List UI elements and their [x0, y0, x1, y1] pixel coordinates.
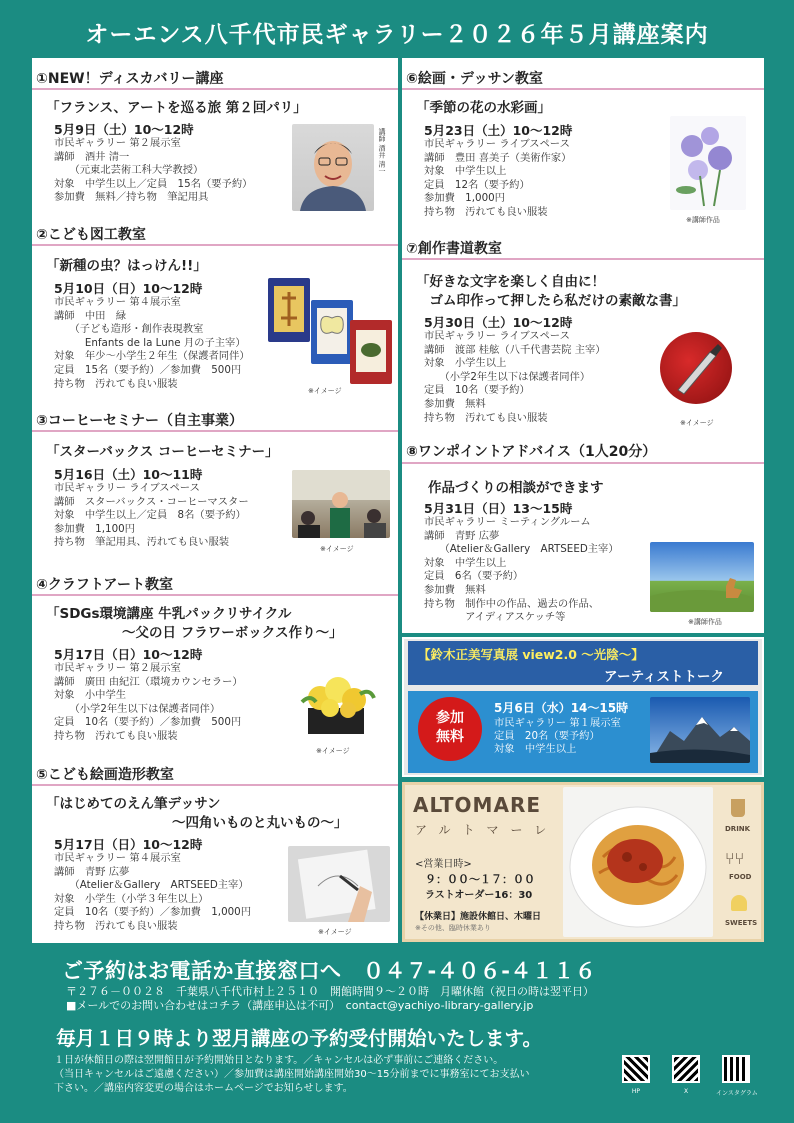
course-5-heading: ⑤こども絵画造形教室: [36, 767, 174, 783]
qr-label-instagram: インスタグラム: [716, 1090, 758, 1097]
mountain-photo: [650, 697, 750, 763]
cafe-name: ALTOMARE: [413, 793, 541, 817]
course-4-title-line1: 「SDGs環境講座 牛乳パックリサイクル: [46, 606, 292, 622]
drink-icon: [731, 799, 745, 817]
photo-exhibition-box: [402, 637, 764, 777]
lecturer-photo: [292, 124, 374, 211]
divider: [402, 462, 764, 464]
divider: [32, 784, 398, 786]
insect-card-image: [268, 278, 310, 342]
course-6-title: 「季節の花の水彩画」: [416, 100, 551, 116]
course-3: [32, 404, 398, 570]
course-8-heading: ⑧ワンポイントアドバイス（1人20分）: [406, 444, 657, 460]
image-caption: ※講師作品: [688, 618, 722, 626]
food-icon: ⑂⑂: [725, 849, 745, 868]
course-5: [32, 760, 398, 943]
course-7-title-line2: ゴム印作って押したら私だけの素敵な書」: [416, 293, 686, 309]
divider: [402, 88, 764, 90]
qr-label-x: X: [683, 1088, 689, 1095]
pencil-drawing-photo: [288, 846, 390, 922]
course-7-heading: ⑦創作書道教室: [406, 241, 502, 257]
beetle-card-image: [350, 320, 392, 384]
course-6-details: 市民ギャラリー ライブスペース 講師 豊田 喜美子（美術作家） 対象 中学生以上 定員 12名（要予約） 参加費 1,000円 持ち物 汚れても良い服装: [424, 138, 572, 218]
qr-label-hp: HP: [631, 1088, 641, 1095]
cafe-hours-label: <営業日時>: [415, 859, 472, 870]
course-1: [32, 58, 398, 220]
course-4-date: 5月17日（日）10～12時: [54, 647, 203, 662]
course-4-heading: ④クラフトアート教室: [36, 577, 174, 593]
cafe-hours: ９：００～１７：００: [425, 873, 535, 886]
right-panel: [402, 58, 764, 633]
page-title: オーエンス八千代市民ギャラリー２０２６年５月講座案内: [85, 22, 709, 48]
flower-box-photo: [290, 658, 382, 738]
course-4-details: 市民ギャラリー 第２展示室 講師 廣田 由紀江（環境カウンセラー） 対象 小中学生 （小学2年生以下は保護者同伴） 定員 10名（要予約）／参加費 500円 持ち物 汚れても良い服装: [54, 662, 243, 742]
landscape-painting-image: [650, 542, 754, 612]
course-5-title-line1: 「はじめてのえん筆デッサン: [46, 796, 221, 812]
course-2-date: 5月10日（日）10～12時: [54, 281, 203, 296]
exhibition-date: 5月6日（水）14～15時: [494, 701, 629, 715]
course-5-details: 市民ギャラリー 第４展示室 講師 青野 広夢 （Atelier＆Gallery ARTSEED主宰） 対象 小学生（小学３年生以上） 定員 10名（要予約）／参加費 1,000円 持ち物 汚れても良い服装: [54, 852, 252, 932]
sweets-label: SWEETS: [725, 919, 758, 927]
sweets-icon: [731, 895, 747, 911]
course-1-date: 5月9日（土）10～12時: [54, 122, 194, 137]
divider: [402, 258, 764, 260]
watercolor-flowers-image: [670, 116, 746, 210]
course-8: [402, 434, 764, 633]
coffee-seminar-photo: [292, 470, 390, 538]
course-5-date: 5月17日（日）10～12時: [54, 837, 203, 852]
cafe-ad: [402, 782, 764, 942]
course-3-title: 「スターバックス コーヒーセミナー」: [46, 444, 279, 460]
qr-code-instagram[interactable]: [722, 1055, 750, 1083]
course-6-date: 5月23日（土）10～12時: [424, 123, 573, 138]
image-caption: ※イメージ: [680, 419, 714, 427]
image-caption: ※講師作品: [686, 216, 720, 224]
course-3-date: 5月16日（土）10～11時: [54, 467, 203, 482]
divider: [32, 88, 398, 90]
cafe-kana: アルトマーレ: [415, 823, 559, 837]
lecturer-caption: 講師 酒井 清一: [378, 128, 386, 175]
contact-mail[interactable]: ■メールでのお問い合わせはコチラ（講座申込は不可） contact@yachiyo-library-gallery.jp: [66, 999, 534, 1012]
course-4: [32, 570, 398, 760]
qr-code-x[interactable]: [672, 1055, 700, 1083]
course-8-date: 5月31日（日）13～15時: [424, 501, 573, 516]
cafe-closed: 【休業日】施設休館日、木曜日: [415, 912, 542, 922]
divider: [32, 594, 398, 596]
image-caption: ※イメージ: [316, 747, 350, 755]
course-4-title-line2: ～父の日 フラワーボックス作り～」: [122, 625, 343, 641]
course-7-date: 5月30日（土）10～12時: [424, 315, 573, 330]
course-2: [32, 220, 398, 404]
qr-code-hp[interactable]: [622, 1055, 650, 1083]
food-label: FOOD: [729, 873, 752, 881]
cafe-last-order: ラストオーダー16：30: [425, 890, 533, 901]
reservation-phone: ご予約はお電話か直接窓口へ ０４７-４０６-４１１６: [62, 959, 597, 983]
image-caption: ※イメージ: [320, 545, 354, 553]
address-and-mail: [66, 985, 594, 1013]
divider: [32, 244, 398, 246]
notes: １日が休館日の際は翌開館日が予約開始日となります。／キャンセルは必ず事前にご連絡ください。 （当日キャンセルはご遠慮ください）／参加費は講座開始講座開始30～15分前までに事務室にてお支払い 下さい。／講座内容変更の場合はホームページでお知らせします。: [54, 1055, 530, 1094]
course-3-heading: ③コーヒーセミナー（自主事業）: [36, 413, 244, 429]
course-5-title-line2: ～四角いものと丸いもの～」: [172, 815, 348, 831]
booking-start-notice: 毎月１日９時より翌月講座の予約受付開始いたします。: [56, 1027, 542, 1050]
course-8-details: 市民ギャラリー ミーティングルーム 講師 青野 広夢 （Atelier＆Gallery ARTSEED主宰） 対象 中学生以上 定員 6名（要予約） 参加費 無料 持ち物 制作中の作品、過去の作品、 アイディアスケッチ等: [424, 516, 619, 624]
course-1-details: 市民ギャラリー 第２展示室 講師 酒井 清一 （元東北芸術工科大学教授） 対象 中学生以上／定員 15名（要予約） 参加費 無料／持ち物 筆記用具: [54, 137, 253, 204]
image-caption: ※イメージ: [308, 387, 342, 395]
exhibition-subtitle: アーティストトーク: [604, 669, 725, 685]
course-7-title-line1: 「好きな文字を楽しく自由に！: [416, 274, 605, 290]
course-6: [402, 58, 764, 232]
exhibition-details: 市民ギャラリー 第１展示室 定員 20名（要予約） 対象 中学生以上: [494, 717, 621, 755]
exhibition-title: 【鈴木正美写真展 view2.0 ～光陰～】: [418, 647, 644, 662]
address: 〒２７６－００２８ 千葉県八千代市村上２５１０ 開館時間９～２０時 月曜休館（祝日の時は翌平日）: [66, 985, 594, 998]
course-1-title: 「フランス、アートを巡る旅 第２回パリ」: [46, 100, 307, 116]
image-caption: ※イメージ: [318, 928, 352, 936]
drink-label: DRINK: [725, 825, 751, 833]
course-6-heading: ⑥絵画・デッサン教室: [406, 71, 543, 87]
course-3-details: 市民ギャラリー ライブスペース 講師 スターバックス・コーヒーマスター 対象 中学生以上／定員 8名（要予約） 参加費 1,100円 持ち物 筆記用具、汚れても良い服装: [54, 482, 249, 549]
course-1-heading: ①NEW！ディスカバリー講座: [36, 71, 224, 87]
course-2-details: 市民ギャラリー 第４展示室 講師 中田 緑 （子ども造形・創作表現教室 Enfants de la Lune 月の子主宰） 対象 年少～小学生２年生（保護者同伴） 定員 15名（要予約）／参加費 500円 持ち物 汚れても良い服装: [54, 296, 250, 390]
cafe-closed-note: ※その他、臨時休業あり: [415, 924, 491, 932]
course-7-details: 市民ギャラリー ライブスペース 講師 渡部 桂舷（八千代書芸院 主宰） 対象 小学生以上 （小学2年生以下は保護者同伴） 定員 10名（要予約） 参加費 無料 持ち物 汚れても良い服装: [424, 330, 606, 424]
course-2-title: 「新種の虫？はっけん!!」: [46, 258, 207, 274]
course-2-heading: ②こども図工教室: [36, 227, 146, 243]
left-panel: [32, 58, 398, 943]
course-7: [402, 232, 764, 434]
calligraphy-brush-image: [660, 332, 732, 404]
butterfly-card-image: [311, 300, 353, 364]
divider: [32, 430, 398, 432]
free-badge: 参加 無料: [418, 697, 482, 761]
course-8-title: 作品づくりの相談ができます: [428, 480, 604, 496]
pasta-photo: [563, 787, 713, 937]
